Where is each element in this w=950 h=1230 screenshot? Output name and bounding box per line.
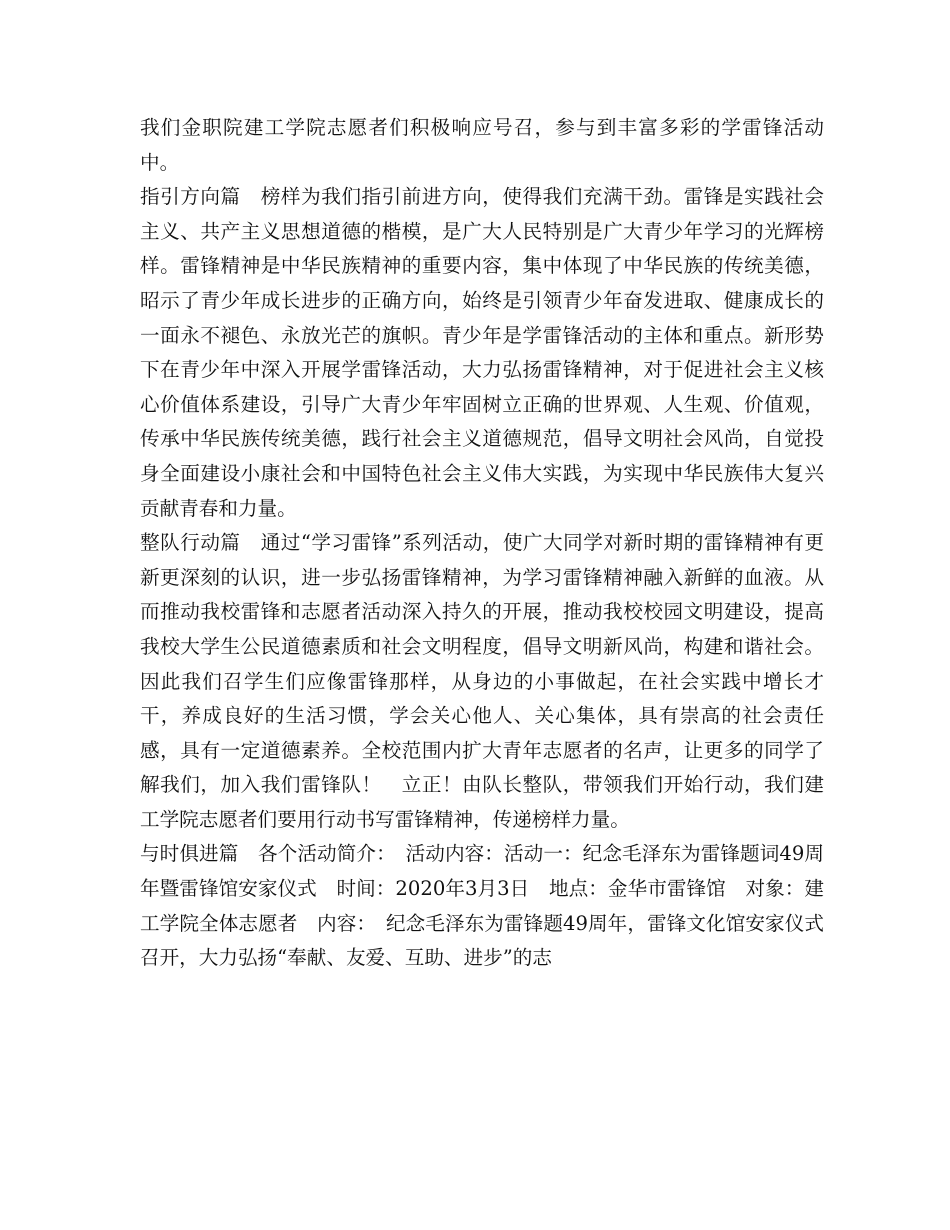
paragraph-keeping-pace: 与时俱进篇 各个活动简介： 活动内容：活动一：纪念毛泽东为雷锋题词49周年暨雷锋馆安家仪式 时间：2020年3月3日 地点：金华市雷锋馆 对象：建工学院全体志愿者 内容： 纪念毛泽东为雷锋题49周年，雷锋文化馆安家仪式召开，大力弘扬“奉献、友爱、互助、进步”的志 <box>140 842 824 970</box>
paragraph-team-action: 整队行动篇 通过“学习雷锋”系列活动，使广大同学对新时期的雷锋精神有更新更深刻的认识，进一步弘扬雷锋精神，为学习雷锋精神融入新鲜的血液。从而推动我校雷锋和志愿者活动深入持久的开展，推动我校校园文明建设，提高我校大学生公民道德素质和社会文明程度，倡导文明新风尚，构建和谐社会。因此我们召学生们应像雷锋那样，从身边的小事做起，在社会实践中增长才干，养成良好的生活习惯，学会关心他人、关心集体，具有崇高的社会责任感，具有一定道德素养。全校范围内扩大青年志愿者的名声，让更多的同学了解我们，加入我们雷锋队！ 立正！由队长整队，带领我们开始行动，我们建工学院志愿者们要用行动书写雷锋精神，传递榜样力量。 <box>140 531 824 831</box>
paragraph-intro: 我们金职院建工学院志愿者们积极响应号召，参与到丰富多彩的学雷锋活动中。 <box>140 116 824 174</box>
paragraph-guidance-direction: 指引方向篇 榜样为我们指引前进方向，使得我们充满干劲。雷锋是实践社会主义、共产主义思想道德的楷模，是广大人民特别是广大青少年学习的光辉榜样。雷锋精神是中华民族精神的重要内容，集中体现了中华民族的传统美德，昭示了青少年成长进步的正确方向，始终是引领青少年奋发进取、健康成长的一面永不褪色、永放光芒的旗帜。青少年是学雷锋活动的主体和重点。新形势下在青少年中深入开展学雷锋活动，大力弘扬雷锋精神，对于促进社会主义核心价值体系建设，引导广大青少年牢固树立正确的世界观、人生观、价值观，传承中华民族传统美德，践行社会主义道德规范，倡导文明社会风尚，自觉投身全面建设小康社会和中国特色社会主义伟大实践，为实现中华民族伟大复兴贡献青春和力量。 <box>140 185 824 520</box>
document-body <box>140 111 824 976</box>
